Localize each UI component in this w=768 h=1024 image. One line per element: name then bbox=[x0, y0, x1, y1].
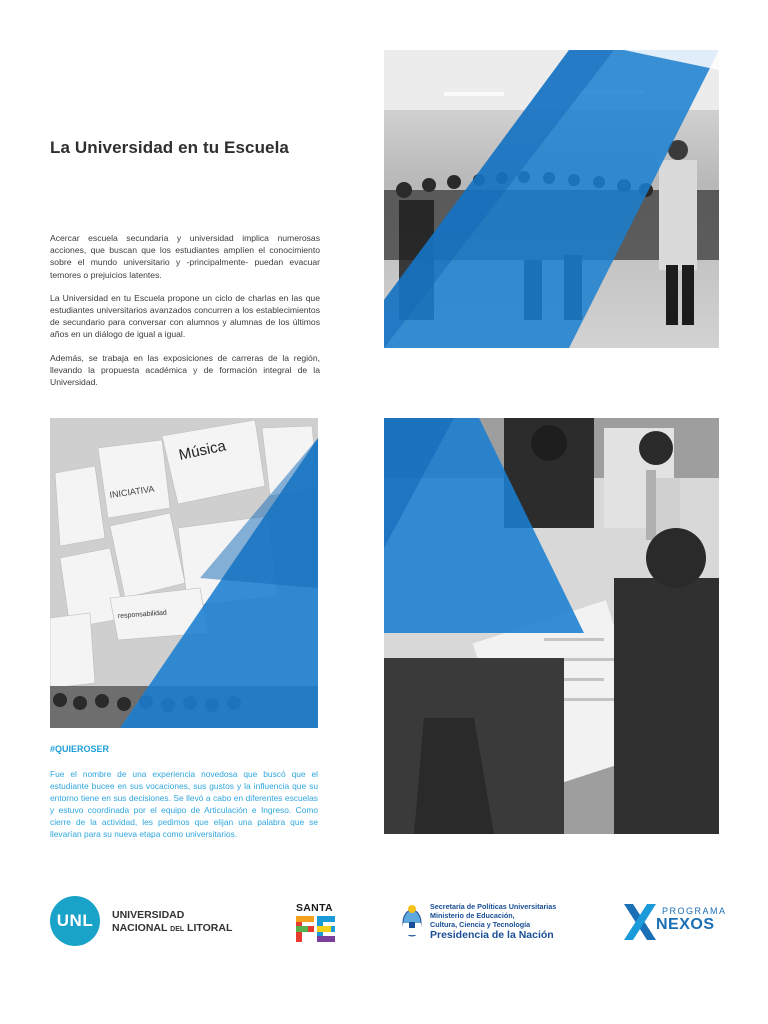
unl-line-2a: NACIONAL bbox=[112, 922, 171, 934]
intro-text bbox=[50, 232, 320, 399]
nexos-x-icon bbox=[624, 904, 656, 940]
santafe-fe-icon bbox=[296, 916, 336, 942]
sec-line-1: Secretaría de Políticas Universitarias bbox=[430, 902, 557, 911]
intro-paragraph-1: Acercar escuela secundaria y universidad implica numerosas acciones, que buscan que los estudiantes amplíen el conocimiento sobre el mundo universitario y -principalmente- puedan evacuar temores o prejuicios latentes. bbox=[50, 233, 320, 280]
sec-line-4: Presidencia de la Nación bbox=[430, 929, 554, 941]
classroom-talk-photo bbox=[384, 50, 719, 348]
sec-line-2: Ministerio de Educación, bbox=[430, 911, 515, 920]
unl-line-2 bbox=[112, 922, 232, 936]
nexos-program-label: PROGRAMA bbox=[662, 906, 727, 916]
hashtag-heading: #QUIEROSER bbox=[50, 744, 110, 754]
secretaria-logo-text bbox=[430, 902, 556, 942]
intro-paragraph-2: La Universidad en tu Escuela propone un ciclo de charlas en las que estudiantes universitarios avanzados concurren a los establecimientos de secundario para conversar con alumnos y alumnas de los últimos años en un diálogo de igual a igual. bbox=[50, 292, 320, 340]
unl-logo-icon bbox=[50, 896, 100, 946]
students-reading-photo bbox=[384, 418, 719, 834]
notes-wall-photo bbox=[50, 418, 318, 728]
unl-line-2b: DEL bbox=[170, 926, 185, 933]
sec-line-3: Cultura, Ciencia y Tecnología bbox=[430, 920, 531, 929]
santafe-top: SANTA bbox=[296, 902, 333, 914]
intro-paragraph-3: Además, se trabaja en las exposiciones de carreras de la región, llevando la propuesta académica y de formación integral de la Universidad. bbox=[50, 352, 320, 388]
note-musica: Música bbox=[177, 437, 228, 464]
unl-abbr: UNL bbox=[56, 911, 94, 930]
santafe-logo bbox=[296, 902, 338, 947]
nexos-name: NEXOS bbox=[656, 916, 715, 933]
quieroser-caption: Fue el nombre de una experiencia novedosa que buscó que el estudiante bucee en sus vocaciones, sus gustos y la influencia que su entorno tiene en sus decisiones. Se llevó a cabo en diferentes escuelas y estuvo coordinada por el equipo de Articulación e Ingreso. Como cierre de la actividad, les pedimos que elijan una palabra que se llevarían para su nueva etapa como universitarios. bbox=[50, 769, 318, 839]
page-title: La Universidad en tu Escuela bbox=[50, 138, 289, 157]
argentina-shield-icon bbox=[402, 904, 422, 938]
note-iniciativa: INICIATIVA bbox=[108, 483, 156, 500]
unl-line-2c: LITORAL bbox=[184, 922, 233, 934]
unl-line-1: UNIVERSIDAD bbox=[112, 909, 185, 921]
unl-logo-text bbox=[112, 909, 232, 936]
note-responsabilidad: responsabilidad bbox=[117, 609, 168, 620]
